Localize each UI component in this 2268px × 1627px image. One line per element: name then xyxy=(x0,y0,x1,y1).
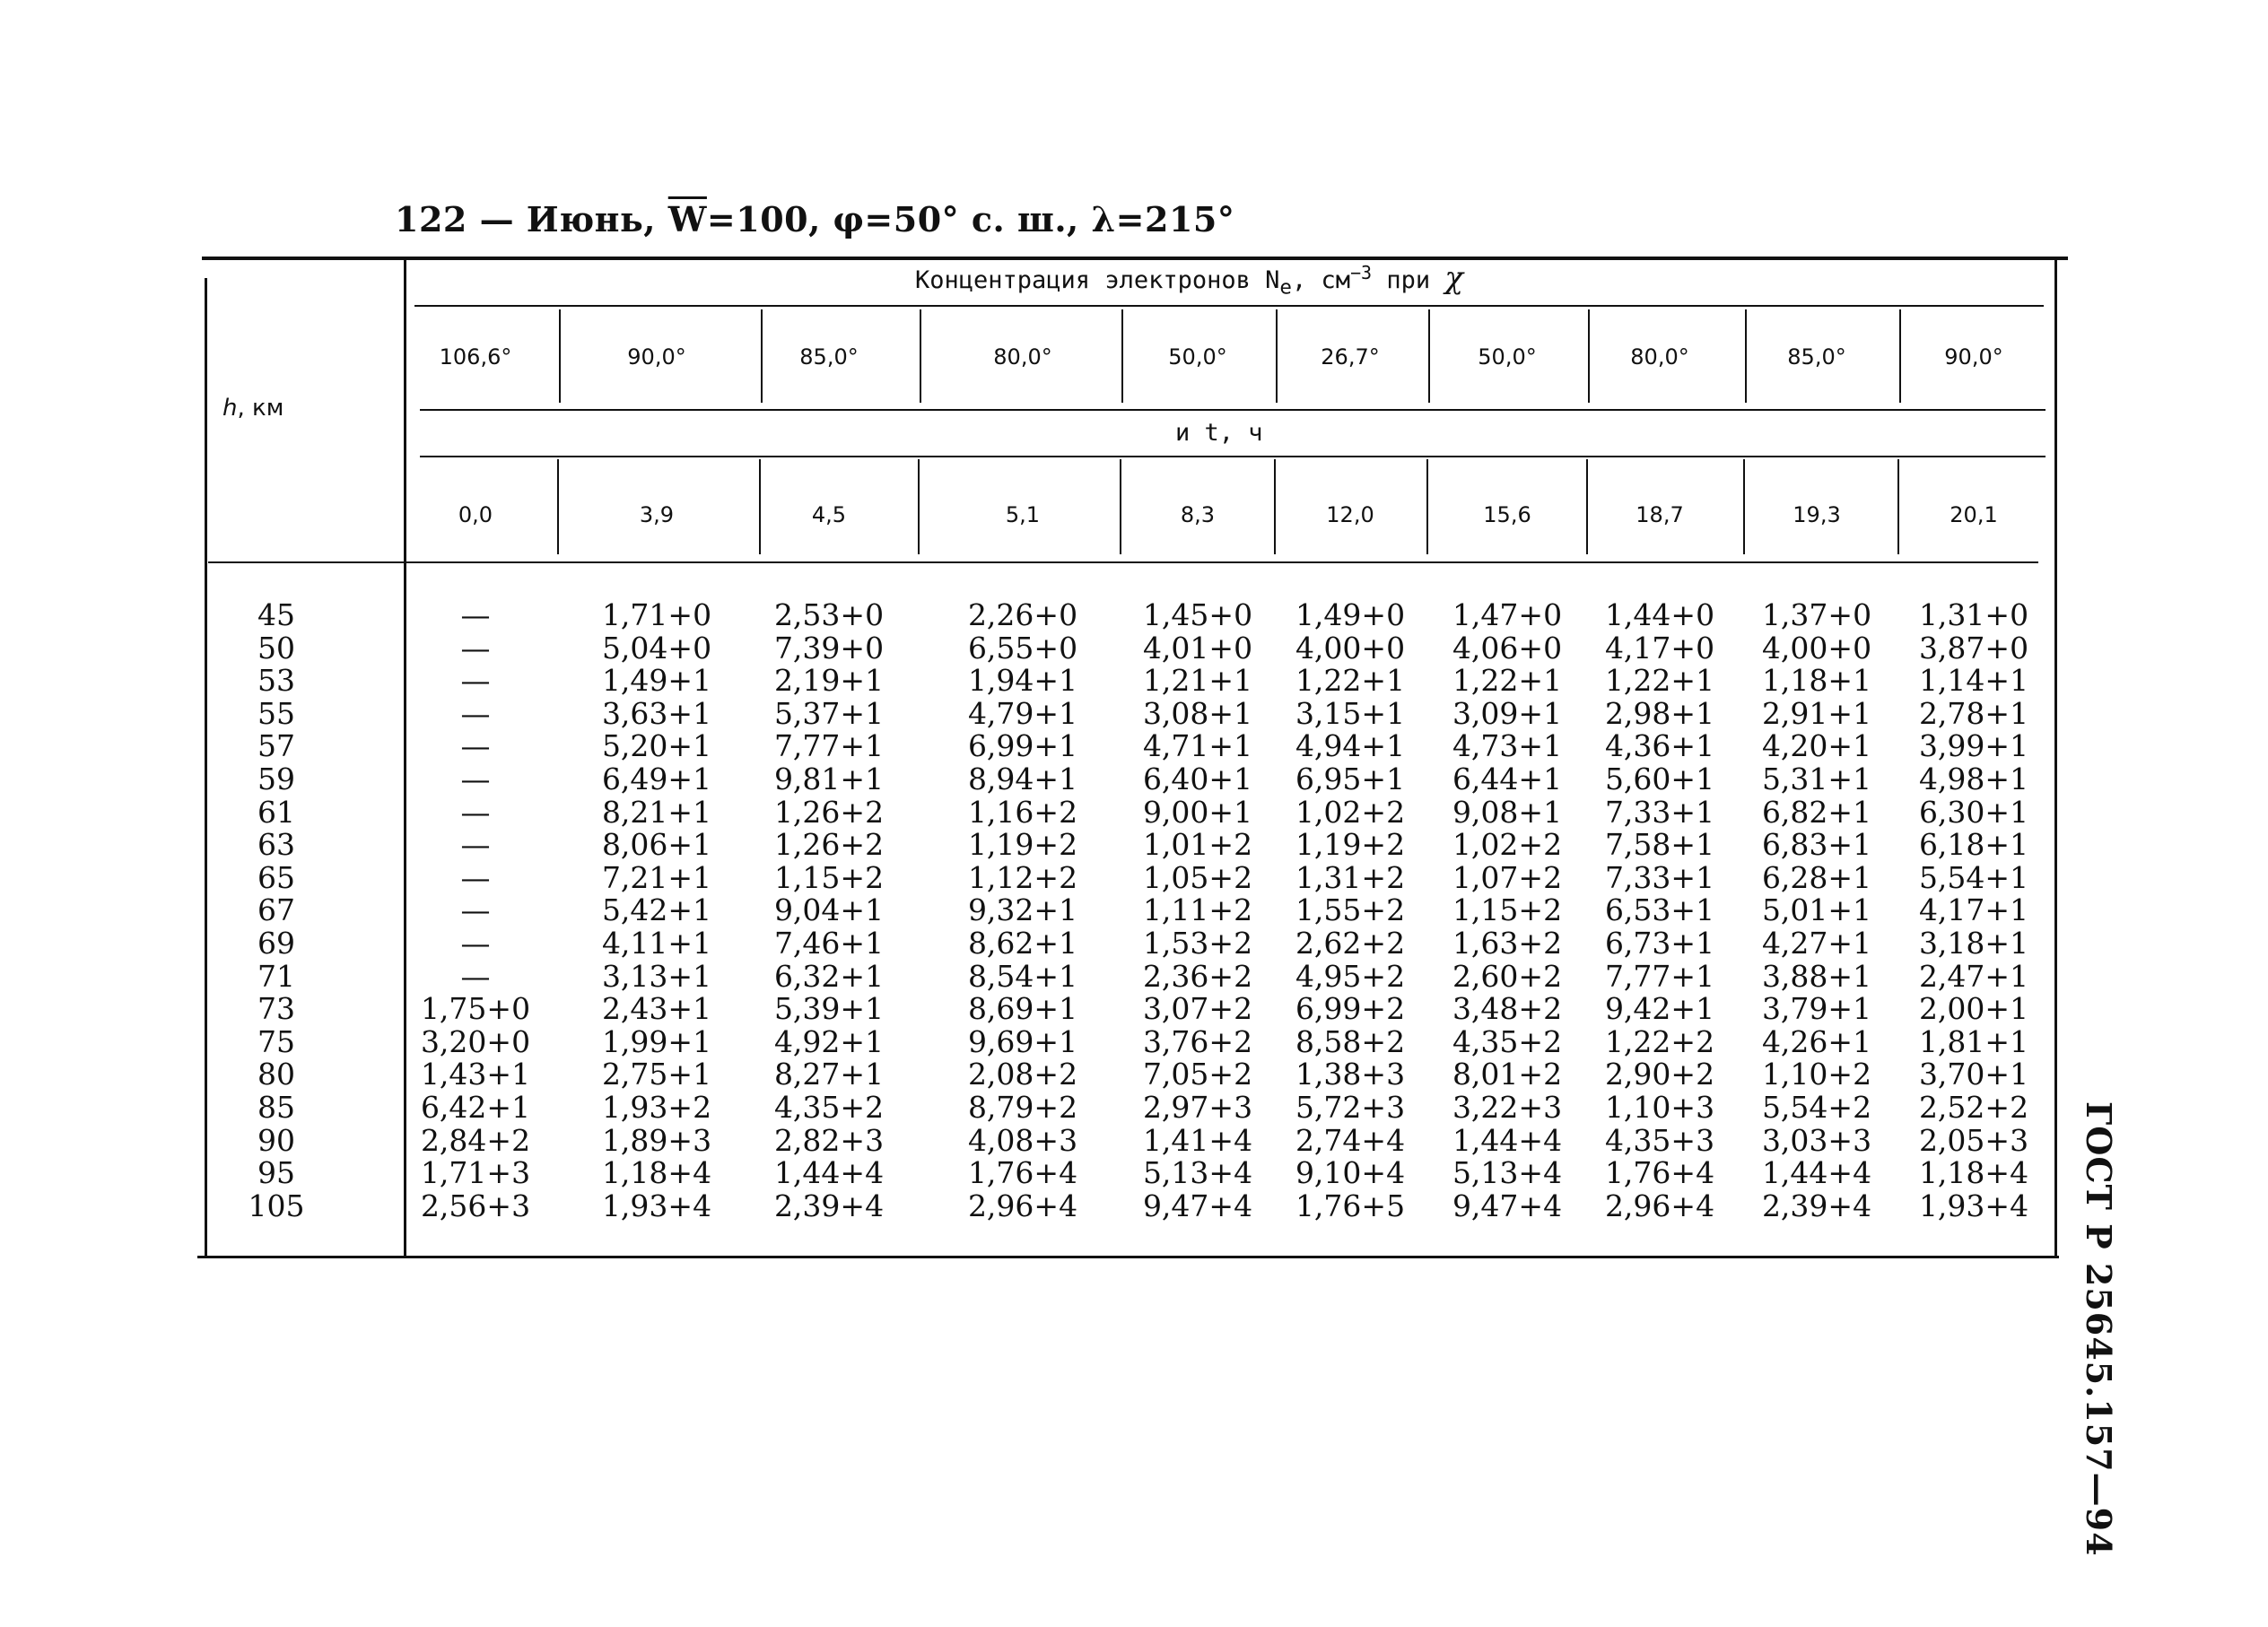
concentration-cell: 4,00+0 xyxy=(1761,630,1872,666)
chi-column-divider xyxy=(1276,309,1278,403)
concentration-cell: 4,79+1 xyxy=(967,695,1078,731)
t-column-divider xyxy=(1120,459,1121,554)
caption-phi: φ=50° с. ш., xyxy=(833,199,1079,239)
concentration-cell: 3,20+0 xyxy=(420,1023,531,1059)
concentration-cell: 1,22+1 xyxy=(1452,663,1563,699)
t-value-cell: 20,1 xyxy=(1950,502,1998,527)
t-row-top-rule xyxy=(420,456,2046,457)
concentration-cell: 1,19+2 xyxy=(967,827,1078,863)
h-column-header xyxy=(222,395,284,422)
ne-subscript: e xyxy=(1279,275,1292,300)
concentration-cell: 6,95+1 xyxy=(1295,761,1406,796)
concentration-cell: 5,37+1 xyxy=(773,695,885,731)
concentration-cell: 5,60+1 xyxy=(1604,761,1715,796)
t-value-cell: 4,5 xyxy=(811,502,847,527)
concentration-cell: 4,17+1 xyxy=(1918,892,2029,928)
caption-lambda: λ=215° xyxy=(1091,199,1235,239)
concentration-cell: 3,07+2 xyxy=(1142,991,1253,1027)
concentration-cell: 1,31+0 xyxy=(1918,597,2029,632)
document-code: ГОСТ Р 25645.157—94 xyxy=(2079,1101,2119,1557)
concentration-cell: 6,99+1 xyxy=(967,728,1078,764)
concentration-cell: 1,10+3 xyxy=(1604,1090,1715,1125)
concentration-cell: 2,62+2 xyxy=(1295,926,1406,961)
concentration-cell: 5,54+2 xyxy=(1761,1090,1872,1125)
concentration-cell: 1,18+4 xyxy=(601,1155,712,1191)
concentration-cell: 3,63+1 xyxy=(601,695,712,731)
concentration-cell: 4,71+1 xyxy=(1142,728,1253,764)
concentration-cell: 8,94+1 xyxy=(967,761,1078,796)
concentration-cell: — xyxy=(460,926,491,961)
chi-value-cell: 90,0° xyxy=(1944,344,2003,370)
concentration-cell: 5,39+1 xyxy=(773,991,885,1027)
t-value-cell: 18,7 xyxy=(1636,502,1684,527)
chi-symbol: χ xyxy=(1444,260,1463,296)
concentration-cell: 3,88+1 xyxy=(1761,958,1872,994)
altitude-cell: 80 xyxy=(257,1057,295,1092)
t-column-divider xyxy=(1586,459,1588,554)
concentration-cell: 8,62+1 xyxy=(967,926,1078,961)
concentration-cell: 1,31+2 xyxy=(1295,859,1406,895)
concentration-cell: 6,18+1 xyxy=(1918,827,2029,863)
concentration-cell: 1,16+2 xyxy=(967,794,1078,830)
altitude-cell: 45 xyxy=(257,597,295,632)
chi-value-cell: 50,0° xyxy=(1478,344,1537,370)
ne-exponent: −3 xyxy=(1349,262,1373,283)
chi-row-top-rule xyxy=(414,305,2044,307)
concentration-cell: 3,70+1 xyxy=(1918,1057,2029,1092)
concentration-cell: — xyxy=(460,761,491,796)
chi-column-divider xyxy=(1899,309,1901,403)
concentration-cell: 4,73+1 xyxy=(1452,728,1563,764)
concentration-cell: 5,04+0 xyxy=(601,630,712,666)
concentration-cell: 8,01+2 xyxy=(1452,1057,1563,1092)
concentration-cell: 2,60+2 xyxy=(1452,958,1563,994)
chi-value-cell: 85,0° xyxy=(1787,344,1846,370)
concentration-cell: 2,00+1 xyxy=(1918,991,2029,1027)
chi-column-divider xyxy=(1588,309,1590,403)
altitude-cell: 63 xyxy=(257,827,295,863)
concentration-cell: 2,05+3 xyxy=(1918,1122,2029,1158)
concentration-cell: 1,76+5 xyxy=(1295,1188,1406,1223)
altitude-cell: 73 xyxy=(257,991,295,1027)
concentration-cell: 1,05+2 xyxy=(1142,859,1253,895)
concentration-cell: — xyxy=(460,597,491,632)
table-right-border xyxy=(2054,260,2057,1256)
concentration-cell: 5,13+4 xyxy=(1142,1155,1253,1191)
chi-value-cell: 80,0° xyxy=(1630,344,1689,370)
concentration-cell: 4,27+1 xyxy=(1761,926,1872,961)
caption-w-symbol: $\overline{W}$ xyxy=(667,199,707,239)
chi-value-cell: 106,6° xyxy=(439,344,512,370)
concentration-cell: — xyxy=(460,794,491,830)
concentration-cell: 1,02+2 xyxy=(1452,827,1563,863)
table-caption xyxy=(395,199,1234,239)
ne-at: при xyxy=(1372,266,1445,294)
concentration-cell: 1,81+1 xyxy=(1918,1023,2029,1059)
concentration-cell: 1,22+1 xyxy=(1295,663,1406,699)
concentration-cell: 3,48+2 xyxy=(1452,991,1563,1027)
chi-column-divider xyxy=(920,309,921,403)
concentration-cell: 2,36+2 xyxy=(1142,958,1253,994)
caption-w-value: =100, xyxy=(706,199,821,239)
altitude-cell: 59 xyxy=(257,761,295,796)
t-value-cell: 0,0 xyxy=(458,502,493,527)
concentration-cell: 9,10+4 xyxy=(1295,1155,1406,1191)
concentration-cell: 2,75+1 xyxy=(601,1057,712,1092)
concentration-cell: 6,73+1 xyxy=(1604,926,1715,961)
concentration-cell: 1,49+0 xyxy=(1295,597,1406,632)
concentration-cell: 1,71+0 xyxy=(601,597,712,632)
concentration-cell: 7,21+1 xyxy=(601,859,712,895)
chi-row-bottom-rule xyxy=(420,409,2046,411)
concentration-cell: 1,41+4 xyxy=(1142,1122,1253,1158)
altitude-cell: 90 xyxy=(257,1122,295,1158)
concentration-cell: 4,98+1 xyxy=(1918,761,2029,796)
chi-column-divider xyxy=(1745,309,1747,403)
h-unit: , км xyxy=(237,395,284,422)
concentration-cell: 2,53+0 xyxy=(773,597,885,632)
concentration-cell: 3,79+1 xyxy=(1761,991,1872,1027)
concentration-cell: 9,42+1 xyxy=(1604,991,1715,1027)
concentration-cell: 6,40+1 xyxy=(1142,761,1253,796)
concentration-cell: 2,56+3 xyxy=(420,1188,531,1223)
concentration-cell: 4,92+1 xyxy=(773,1023,885,1059)
concentration-cell: 1,94+1 xyxy=(967,663,1078,699)
caption-month: Июнь, xyxy=(526,199,656,239)
ne-title-main: Концентрация электронов N xyxy=(915,266,1280,294)
concentration-cell: 1,12+2 xyxy=(967,859,1078,895)
concentration-cell: 9,69+1 xyxy=(967,1023,1078,1059)
concentration-cell: 3,76+2 xyxy=(1142,1023,1253,1059)
concentration-cell: 5,01+1 xyxy=(1761,892,1872,928)
concentration-cell: 1,38+3 xyxy=(1295,1057,1406,1092)
concentration-cell: 3,22+3 xyxy=(1452,1090,1563,1125)
concentration-cell: 1,63+2 xyxy=(1452,926,1563,961)
concentration-cell: 1,22+1 xyxy=(1604,663,1715,699)
chi-column-divider xyxy=(1121,309,1123,403)
concentration-cell: 5,20+1 xyxy=(601,728,712,764)
h-symbol: h xyxy=(222,395,238,422)
concentration-cell: 2,43+1 xyxy=(601,991,712,1027)
t-column-divider xyxy=(759,459,761,554)
concentration-cell: 4,35+2 xyxy=(773,1090,885,1125)
concentration-cell: 1,18+4 xyxy=(1918,1155,2029,1191)
concentration-cell: 4,35+3 xyxy=(1604,1122,1715,1158)
concentration-cell: 1,47+0 xyxy=(1452,597,1563,632)
altitude-cell: 61 xyxy=(257,794,295,830)
t-column-divider xyxy=(1897,459,1899,554)
concentration-cell: 1,93+2 xyxy=(601,1090,712,1125)
header-bottom-rule xyxy=(208,561,2038,563)
t-value-cell: 8,3 xyxy=(1180,502,1216,527)
concentration-cell: 1,44+4 xyxy=(1761,1155,1872,1191)
concentration-cell: 2,52+2 xyxy=(1918,1090,2029,1125)
concentration-cell: 6,49+1 xyxy=(601,761,712,796)
concentration-cell: 4,36+1 xyxy=(1604,728,1715,764)
concentration-cell: 1,19+2 xyxy=(1295,827,1406,863)
concentration-cell: — xyxy=(460,827,491,863)
concentration-cell: 6,55+0 xyxy=(967,630,1078,666)
altitude-cell: 67 xyxy=(257,892,295,928)
altitude-cell: 55 xyxy=(257,695,295,731)
concentration-cell: 8,58+2 xyxy=(1295,1023,1406,1059)
concentration-cell: 8,69+1 xyxy=(967,991,1078,1027)
concentration-cell: 2,84+2 xyxy=(420,1122,531,1158)
t-value-cell: 19,3 xyxy=(1793,502,1841,527)
concentration-cell: 8,21+1 xyxy=(601,794,712,830)
concentration-cell: 8,06+1 xyxy=(601,827,712,863)
concentration-cell: 1,14+1 xyxy=(1918,663,2029,699)
concentration-cell: 6,82+1 xyxy=(1761,794,1872,830)
concentration-cell: 1,11+2 xyxy=(1142,892,1253,928)
concentration-cell: 2,39+4 xyxy=(773,1188,885,1223)
concentration-cell: 6,28+1 xyxy=(1761,859,1872,895)
concentration-cell: 9,04+1 xyxy=(773,892,885,928)
concentration-cell: 3,13+1 xyxy=(601,958,712,994)
concentration-cell: 2,74+4 xyxy=(1295,1122,1406,1158)
concentration-cell: 4,11+1 xyxy=(601,926,712,961)
altitude-cell: 53 xyxy=(257,663,295,699)
chi-value-cell: 26,7° xyxy=(1321,344,1380,370)
altitude-cell: 69 xyxy=(257,926,295,961)
concentration-cell: 4,35+2 xyxy=(1452,1023,1563,1059)
concentration-cell: — xyxy=(460,892,491,928)
concentration-cell: 1,44+4 xyxy=(773,1155,885,1191)
concentration-cell: 5,54+1 xyxy=(1918,859,2029,895)
concentration-cell: 7,77+1 xyxy=(773,728,885,764)
t-value-cell: 5,1 xyxy=(1005,502,1041,527)
concentration-cell: 4,17+0 xyxy=(1604,630,1715,666)
t-header-title: и t, ч xyxy=(1175,419,1263,447)
altitude-cell: 71 xyxy=(257,958,295,994)
concentration-cell: 2,90+2 xyxy=(1604,1057,1715,1092)
concentration-cell: 2,47+1 xyxy=(1918,958,2029,994)
concentration-cell: 7,05+2 xyxy=(1142,1057,1253,1092)
t-column-divider xyxy=(1274,459,1276,554)
concentration-cell: — xyxy=(460,728,491,764)
concentration-cell: 1,93+4 xyxy=(1918,1188,2029,1223)
concentration-cell: 6,42+1 xyxy=(420,1090,531,1125)
concentration-cell: 1,37+0 xyxy=(1761,597,1872,632)
concentration-cell: 4,06+0 xyxy=(1452,630,1563,666)
concentration-cell: 1,55+2 xyxy=(1295,892,1406,928)
concentration-cell: 2,19+1 xyxy=(773,663,885,699)
concentration-cell: 7,77+1 xyxy=(1604,958,1715,994)
concentration-cell: 1,76+4 xyxy=(967,1155,1078,1191)
concentration-cell: 1,44+0 xyxy=(1604,597,1715,632)
concentration-cell: 3,87+0 xyxy=(1918,630,2029,666)
chi-column-divider xyxy=(1428,309,1430,403)
altitude-cell: 50 xyxy=(257,630,295,666)
chi-value-cell: 85,0° xyxy=(799,344,859,370)
concentration-cell: 1,21+1 xyxy=(1142,663,1253,699)
concentration-cell: 2,96+4 xyxy=(967,1188,1078,1223)
chi-value-cell: 80,0° xyxy=(993,344,1052,370)
concentration-cell: 9,32+1 xyxy=(967,892,1078,928)
table-left-border xyxy=(205,278,207,1256)
concentration-cell: 3,18+1 xyxy=(1918,926,2029,961)
concentration-cell: 2,82+3 xyxy=(773,1122,885,1158)
concentration-cell: 1,15+2 xyxy=(1452,892,1563,928)
concentration-cell: 1,53+2 xyxy=(1142,926,1253,961)
concentration-cell: 4,20+1 xyxy=(1761,728,1872,764)
t-column-divider xyxy=(557,459,559,554)
concentration-cell: 1,99+1 xyxy=(601,1023,712,1059)
concentration-cell: 1,93+4 xyxy=(601,1188,712,1223)
concentration-cell: 3,08+1 xyxy=(1142,695,1253,731)
concentration-cell: 2,26+0 xyxy=(967,597,1078,632)
concentration-cell: 9,08+1 xyxy=(1452,794,1563,830)
concentration-cell: 7,58+1 xyxy=(1604,827,1715,863)
concentration-cell: 7,33+1 xyxy=(1604,794,1715,830)
concentration-cell: 7,33+1 xyxy=(1604,859,1715,895)
concentration-cell: 1,71+3 xyxy=(420,1155,531,1191)
concentration-cell: 1,22+2 xyxy=(1604,1023,1715,1059)
concentration-cell: 4,00+0 xyxy=(1295,630,1406,666)
concentration-cell: 1,76+4 xyxy=(1604,1155,1715,1191)
concentration-cell: 2,91+1 xyxy=(1761,695,1872,731)
concentration-cell: 1,02+2 xyxy=(1295,794,1406,830)
t-column-divider xyxy=(1743,459,1745,554)
concentration-cell: 2,98+1 xyxy=(1604,695,1715,731)
concentration-cell: 6,53+1 xyxy=(1604,892,1715,928)
concentration-cell: 2,08+2 xyxy=(967,1057,1078,1092)
concentration-cell: 9,00+1 xyxy=(1142,794,1253,830)
concentration-cell: 1,26+2 xyxy=(773,827,885,863)
concentration-cell: 1,75+0 xyxy=(420,991,531,1027)
concentration-cell: 4,94+1 xyxy=(1295,728,1406,764)
concentration-cell: 6,44+1 xyxy=(1452,761,1563,796)
concentration-cell: 4,08+3 xyxy=(967,1122,1078,1158)
concentration-cell: 3,03+3 xyxy=(1761,1122,1872,1158)
concentration-cell: 8,79+2 xyxy=(967,1090,1078,1125)
concentration-cell: 6,30+1 xyxy=(1918,794,2029,830)
concentration-cell: — xyxy=(460,859,491,895)
t-column-divider xyxy=(1426,459,1428,554)
concentration-cell: 9,47+4 xyxy=(1452,1188,1563,1223)
concentration-cell: 1,89+3 xyxy=(601,1122,712,1158)
table-bottom-border xyxy=(197,1256,2059,1258)
concentration-cell: 2,78+1 xyxy=(1918,695,2029,731)
concentration-cell: 3,09+1 xyxy=(1452,695,1563,731)
t-value-cell: 12,0 xyxy=(1326,502,1374,527)
concentration-cell: 7,46+1 xyxy=(773,926,885,961)
concentration-cell: 6,32+1 xyxy=(773,958,885,994)
chi-column-divider xyxy=(761,309,763,403)
altitude-cell: 85 xyxy=(257,1090,295,1125)
concentration-cell: 5,72+3 xyxy=(1295,1090,1406,1125)
concentration-cell: 5,42+1 xyxy=(601,892,712,928)
concentration-cell: 9,47+4 xyxy=(1142,1188,1253,1223)
concentration-cell: 2,97+3 xyxy=(1142,1090,1253,1125)
t-value-cell: 15,6 xyxy=(1483,502,1531,527)
concentration-cell: — xyxy=(460,695,491,731)
concentration-cell: 4,01+0 xyxy=(1142,630,1253,666)
concentration-cell: 2,39+4 xyxy=(1761,1188,1872,1223)
concentration-cell: 9,81+1 xyxy=(773,761,885,796)
ne-header-title xyxy=(915,260,1463,299)
concentration-cell: 6,99+2 xyxy=(1295,991,1406,1027)
concentration-cell: 1,49+1 xyxy=(601,663,712,699)
chi-value-cell: 90,0° xyxy=(627,344,686,370)
t-column-divider xyxy=(918,459,920,554)
chi-column-divider xyxy=(559,309,561,403)
altitude-cell: 95 xyxy=(257,1155,295,1191)
concentration-cell: 1,43+1 xyxy=(420,1057,531,1092)
concentration-cell: 8,54+1 xyxy=(967,958,1078,994)
altitude-cell: 57 xyxy=(257,728,295,764)
concentration-cell: 4,95+2 xyxy=(1295,958,1406,994)
concentration-cell: 1,07+2 xyxy=(1452,859,1563,895)
concentration-cell: 8,27+1 xyxy=(773,1057,885,1092)
concentration-cell: 1,15+2 xyxy=(773,859,885,895)
concentration-cell: 6,83+1 xyxy=(1761,827,1872,863)
caption-number: 122 xyxy=(395,199,467,239)
concentration-cell: 3,99+1 xyxy=(1918,728,2029,764)
altitude-cell: 105 xyxy=(248,1188,305,1223)
concentration-cell: 1,44+4 xyxy=(1452,1122,1563,1158)
altitude-cell: 75 xyxy=(257,1023,295,1059)
concentration-cell: 5,13+4 xyxy=(1452,1155,1563,1191)
concentration-cell: — xyxy=(460,958,491,994)
concentration-cell: — xyxy=(460,630,491,666)
concentration-cell: — xyxy=(460,663,491,699)
concentration-cell: 1,01+2 xyxy=(1142,827,1253,863)
concentration-cell: 1,26+2 xyxy=(773,794,885,830)
concentration-cell: 1,45+0 xyxy=(1142,597,1253,632)
concentration-cell: 4,26+1 xyxy=(1761,1023,1872,1059)
ne-unit: , см xyxy=(1291,266,1350,294)
concentration-cell: 5,31+1 xyxy=(1761,761,1872,796)
t-value-cell: 3,9 xyxy=(639,502,675,527)
concentration-cell: 7,39+0 xyxy=(773,630,885,666)
concentration-cell: 3,15+1 xyxy=(1295,695,1406,731)
altitude-cell: 65 xyxy=(257,859,295,895)
concentration-cell: 1,10+2 xyxy=(1761,1057,1872,1092)
concentration-cell: 1,18+1 xyxy=(1761,663,1872,699)
concentration-cell: 2,96+4 xyxy=(1604,1188,1715,1223)
chi-value-cell: 50,0° xyxy=(1168,344,1227,370)
caption-dash: — xyxy=(479,199,515,239)
